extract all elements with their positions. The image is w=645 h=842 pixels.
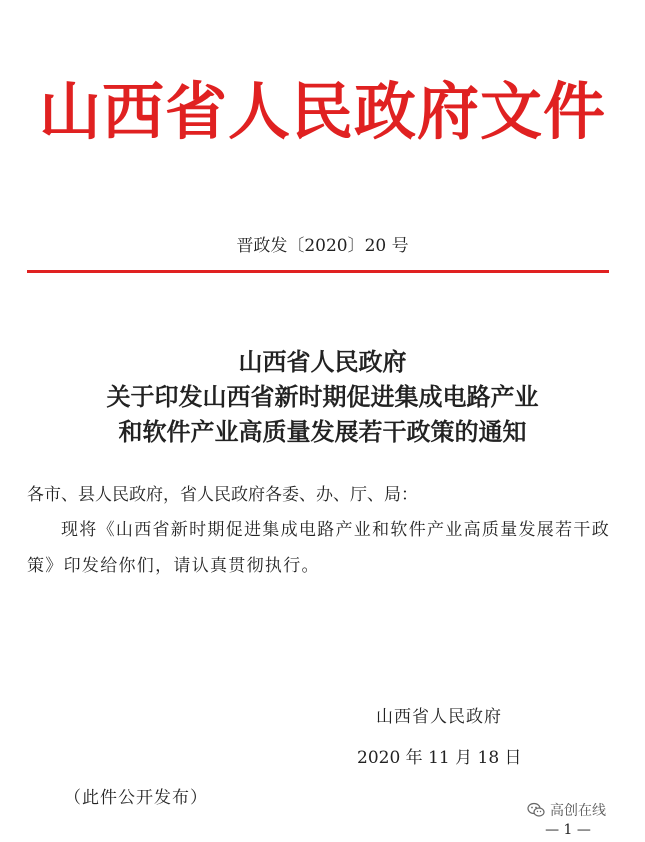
title-line-2: 关于印发山西省新时期促进集成电路产业 (106, 382, 539, 411)
title-line-1: 山西省人民政府 (238, 347, 407, 376)
red-divider-line (27, 270, 609, 273)
page-number: — 1 — (545, 822, 591, 838)
issue-date: 2020 年 11 月 18 日 (357, 748, 522, 768)
public-release-note: （此件公开发布） (64, 788, 208, 808)
source-watermark (527, 800, 606, 820)
wechat-icon (527, 802, 545, 818)
watermark-text: 高创在线 (550, 803, 606, 819)
document-number: 晋政发〔2020〕20 号 (236, 236, 409, 256)
body-paragraph: 现将《山西省新时期促进集成电路产业和软件产业高质量发展若干政策》印发给你们，请认真贯彻执行。 (27, 520, 610, 576)
document-title (0, 344, 645, 449)
addressee-line: 各市、县人民政府，省人民政府各委、办、厅、局： (27, 485, 418, 505)
issuer-signature: 山西省人民政府 (376, 707, 502, 727)
title-line-3: 和软件产业高质量发展若干政策的通知 (118, 417, 527, 446)
document-masthead: 山西省人民政府文件 (38, 75, 606, 148)
